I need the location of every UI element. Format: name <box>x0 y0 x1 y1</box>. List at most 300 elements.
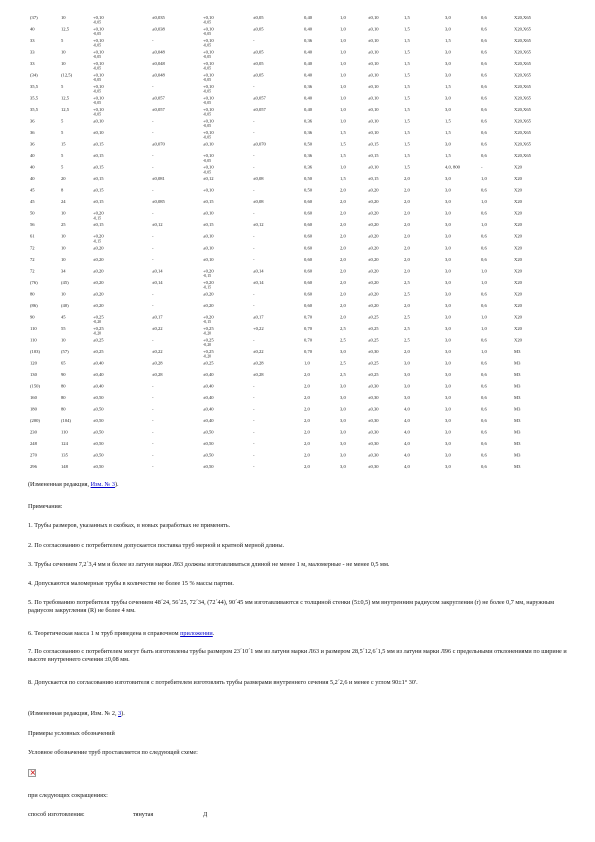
table-cell-subvalue: -0,05 <box>203 78 212 83</box>
table-cell: - <box>152 383 154 389</box>
table-cell: 3,0 <box>445 360 451 366</box>
table-cell: - <box>152 337 154 343</box>
table-cell: 0,6 <box>481 360 487 366</box>
table-cell: 0,6 <box>481 406 487 412</box>
table-cell: 2,0 <box>304 394 310 400</box>
table-cell: ±0,081 <box>152 176 165 182</box>
table-cell: 1,5 <box>404 130 410 136</box>
table-cell: Х20 <box>514 199 522 205</box>
table-cell: +0,10 <box>93 84 104 90</box>
table-cell: Х20 <box>514 187 522 193</box>
table-cell: - <box>253 417 255 423</box>
table-cell-subvalue: -0,05 <box>203 135 212 140</box>
note-4: 4. Допускаются маломерные трубы в количестве не более 15 % массы партии. <box>28 580 234 587</box>
table-cell-subvalue: -0,05 <box>203 158 212 163</box>
table-cell: 3,0 <box>445 314 451 320</box>
table-cell-subvalue: -0,20 <box>93 331 102 336</box>
table-cell: 0,60 <box>304 302 313 308</box>
table-cell: ±0,12 <box>253 222 264 228</box>
table-cell: ±0,50 <box>203 464 214 469</box>
table-cell: ±0,20 <box>368 256 379 262</box>
table-cell: 72 <box>30 245 35 251</box>
table-cell: 50 <box>30 210 35 216</box>
table-cell: 2,0 <box>340 291 346 297</box>
table-cell: 0,6 <box>481 383 487 389</box>
note-2: 2. По согласованию с потребителем допускается поставка труб мерной и кратной мерной длины. <box>28 542 285 549</box>
table-cell: ±0,05 <box>253 72 264 78</box>
table-cell: +0,10 <box>93 15 104 20</box>
table-cell: 4,0 <box>404 417 410 423</box>
table-cell: 0,40 <box>304 61 313 67</box>
notes-heading: Примечания: <box>28 503 63 510</box>
table-cell: ±0,20 <box>93 268 104 274</box>
table-cell: 3,0 <box>404 360 410 366</box>
table-cell: - <box>253 383 255 389</box>
table-cell: Х20,Х65 <box>514 153 531 159</box>
table-cell: М3 <box>514 348 521 354</box>
table-cell: +0,20 <box>93 210 104 216</box>
table-cell: 1,5 <box>445 153 451 159</box>
table-cell: 3,0 <box>445 268 451 274</box>
table-cell: 12,5 <box>61 26 70 32</box>
table-cell: 10 <box>61 256 66 262</box>
table-cell: 80 <box>61 406 66 412</box>
table-cell: 1,0 <box>304 360 310 366</box>
table-cell: ±0,17 <box>152 314 163 320</box>
table-cell: М3 <box>514 440 521 446</box>
table-cell: +0,10 <box>203 49 214 55</box>
table-cell: 1,0 <box>481 325 487 331</box>
table-cell: 0,60 <box>304 199 313 205</box>
table-cell: 45 <box>30 199 35 205</box>
table-cell: 35,5 <box>30 95 39 101</box>
table-cell: 1,0 <box>481 199 487 205</box>
table-cell: 2,0 <box>340 233 346 239</box>
table-cell: 1,5 <box>404 84 410 90</box>
table-cell: 2,0 <box>304 406 310 412</box>
table-cell: +0,10 <box>203 38 214 44</box>
table-cell: ±0,070 <box>152 141 165 147</box>
table-cell: 3,0 <box>340 406 346 412</box>
table-cell: ±0,10 <box>93 118 104 124</box>
table-cell: 33 <box>30 61 35 67</box>
table-cell: 80 <box>61 383 66 389</box>
table-cell: ±0,048 <box>152 49 165 55</box>
table-cell: ±0,40 <box>203 406 214 412</box>
table-cell: 1,0 <box>340 38 346 44</box>
table-cell: 0,40 <box>304 107 313 113</box>
table-cell: 3,0 <box>445 440 451 446</box>
table-cell: 0,6 <box>481 61 487 67</box>
table-cell: М3 <box>514 371 521 377</box>
table-cell: ±0,10 <box>203 141 214 147</box>
table-cell: 1,0 <box>340 15 346 20</box>
table-cell: 3,0 <box>445 464 451 469</box>
table-cell: 2,5 <box>404 325 410 331</box>
table-cell: 5 <box>61 164 64 170</box>
table-cell: - <box>253 118 255 124</box>
table-cell: 3,0 <box>445 279 451 285</box>
table-cell-subvalue: -0,05 <box>203 101 212 106</box>
table-cell: 0,6 <box>481 72 487 78</box>
table-cell: 2,0 <box>404 199 410 205</box>
table-cell: ±0,10 <box>368 26 379 32</box>
method-code: Д <box>203 811 208 818</box>
table-cell: 2,0 <box>340 302 346 308</box>
table-cell: 110 <box>30 337 37 343</box>
revision-note-2-end: ). <box>121 710 125 717</box>
table-cell: ±0,50 <box>93 417 104 423</box>
table-cell: М3 <box>514 417 521 423</box>
table-cell: ±0,14 <box>152 268 163 274</box>
table-cell: 3,0 <box>445 371 451 377</box>
table-cell: 0,6 <box>481 302 487 308</box>
table-cell: 36 <box>30 141 35 147</box>
table-cell-subvalue: -0,05 <box>93 55 102 60</box>
table-cell: ±0,30 <box>368 440 379 446</box>
table-cell: 1,5 <box>404 164 410 170</box>
table-cell: 1,0 <box>340 164 346 170</box>
table-cell: 1,5 <box>340 176 346 182</box>
table-cell: 0,36 <box>304 84 313 90</box>
table-cell: 5 <box>61 153 64 159</box>
table-cell: ±0,50 <box>93 464 104 469</box>
table-cell: - <box>152 256 154 262</box>
table-cell: ±0,30 <box>368 452 379 458</box>
table-cell: 4,0 <box>404 406 410 412</box>
table-cell: 1,5 <box>445 84 451 90</box>
table-cell: 40 <box>30 26 35 32</box>
table-cell: 1,5 <box>404 15 410 20</box>
table-cell: 0,60 <box>304 245 313 251</box>
table-cell: +0,10 <box>203 187 214 193</box>
table-cell: ±0,15 <box>203 222 214 228</box>
table-cell: +0,10 <box>203 153 214 159</box>
table-cell: +0,20 <box>203 314 214 320</box>
table-cell: 3,0 <box>445 383 451 389</box>
table-cell: 1,5 <box>404 38 410 44</box>
table-cell: 2,0 <box>340 210 346 216</box>
table-cell: ±0,20 <box>368 245 379 251</box>
table-cell: 0,60 <box>304 233 313 239</box>
table-cell: 5 <box>61 130 64 136</box>
table-cell: ±0,10 <box>368 107 379 113</box>
table-cell: ±0,038 <box>152 26 165 32</box>
table-cell: 0,70 <box>304 314 313 320</box>
note-8: 8. Допускается по согласованию изготовителя с потребителем изготовлять трубы размерами внутреннего сечения 5,2´2,6 и менее с углом 90±1° 30'. <box>28 679 418 686</box>
table-cell: 0,70 <box>304 325 313 331</box>
table-cell: 10 <box>61 61 66 67</box>
table-cell: - <box>152 429 154 435</box>
table-cell: 1,5 <box>445 130 451 136</box>
table-cell: 1,0 <box>340 49 346 55</box>
table-cell: - <box>253 452 255 458</box>
table-cell: ±0,15 <box>203 199 214 205</box>
table-cell: ±0,30 <box>368 429 379 435</box>
table-cell: +0,10 <box>93 38 104 44</box>
table-cell: 0,70 <box>304 348 313 354</box>
table-cell: М3 <box>514 464 521 469</box>
table-cell: - <box>152 187 154 193</box>
table-cell: ±0,057 <box>253 95 266 101</box>
table-cell: +0,10 <box>203 84 214 90</box>
table-cell: ±0,10 <box>368 84 379 90</box>
table-cell: ±0,30 <box>368 394 379 400</box>
method-label: способ изготовления: <box>28 811 85 818</box>
table-cell: 3,0 <box>340 440 346 446</box>
table-cell: 1,5 <box>340 130 346 136</box>
table-cell: ±0,40 <box>203 417 214 423</box>
table-cell: 1,0 <box>481 348 487 354</box>
table-cell: 10 <box>61 337 66 343</box>
table-cell: +0,25 <box>203 348 214 354</box>
revision-note-1 <box>28 481 568 489</box>
table-cell: 2,0 <box>304 464 310 469</box>
table-cell: 3,0 <box>445 406 451 412</box>
table-cell: 0,6 <box>481 187 487 193</box>
table-cell: 0,40 <box>304 15 313 20</box>
table-cell: 2,0 <box>340 268 346 274</box>
table-cell: ±0,40 <box>203 371 214 377</box>
table-cell: - <box>152 452 154 458</box>
table-cell: Х20 <box>514 314 522 320</box>
amendment-3-link-2[interactable]: 3 <box>118 710 122 717</box>
table-cell: 110 <box>30 325 37 331</box>
table-cell: ±0,05 <box>253 61 264 67</box>
table-cell: 0,6 <box>481 291 487 297</box>
table-cell: ±0,30 <box>368 417 379 423</box>
table-cell: 3,0 <box>445 107 451 113</box>
table-cell: 65 <box>61 360 66 366</box>
table-cell: М3 <box>514 383 521 389</box>
table-cell: Х20 <box>514 164 522 170</box>
table-cell: 1,5 <box>404 153 410 159</box>
table-cell: 1,5 <box>404 95 410 101</box>
table-cell: ±0,30 <box>368 348 379 354</box>
table-cell: 10 <box>61 49 66 55</box>
table-cell: ±0,05 <box>253 49 264 55</box>
table-cell: ±0,20 <box>368 302 379 308</box>
table-cell-subvalue: -0,05 <box>203 43 212 48</box>
table-cell: 3,0 <box>445 187 451 193</box>
table-cell: - <box>253 302 255 308</box>
table-cell-subvalue: -0,05 <box>93 78 102 83</box>
table-cell: 296 <box>30 464 37 469</box>
table-cell: 34 <box>61 268 66 274</box>
table-cell-subvalue: -0,05 <box>203 124 212 129</box>
table-cell: 2,0 <box>304 417 310 423</box>
table-cell: ±0,40 <box>93 360 104 366</box>
table-cell: 56 <box>30 222 35 228</box>
table-cell: +0,10 <box>93 95 104 101</box>
table-cell: (34) <box>30 72 38 78</box>
table-cell: ±0,20 <box>93 245 104 251</box>
table-cell-subvalue: -0,05 <box>93 43 102 48</box>
table-cell-subvalue: -0,20 <box>203 354 212 359</box>
table-cell: 0,40 <box>304 49 313 55</box>
table-cell: 33 <box>30 38 35 44</box>
table-cell: 2,0 <box>340 199 346 205</box>
table-cell: ±0,15 <box>93 141 104 147</box>
table-cell: (76) <box>30 279 38 285</box>
table-cell: ±0,50 <box>203 429 214 435</box>
table-cell: 2,5 <box>340 371 346 377</box>
table-cell: ±0,25 <box>368 337 379 343</box>
table-cell-subvalue: -0,05 <box>203 66 212 71</box>
table-cell-subvalue: -0,20 <box>93 319 102 324</box>
table-cell: - <box>152 406 154 412</box>
table-cell: +0,20 <box>93 233 104 239</box>
table-cell: (45) <box>61 279 69 285</box>
table-cell: 3,0 <box>340 383 346 389</box>
table-cell: 180 <box>30 406 37 412</box>
table-cell: ±0,20 <box>203 291 214 297</box>
table-cell: ±0,070 <box>253 141 266 147</box>
table-cell: +0,10 <box>203 15 214 20</box>
table-cell: (103) <box>30 348 40 354</box>
table-cell: 1,5 <box>404 107 410 113</box>
table-cell: 12,5 <box>61 107 70 113</box>
table-cell: +0,10 <box>93 72 104 78</box>
table-cell: 2,0 <box>340 279 346 285</box>
table-cell: 124 <box>61 440 68 446</box>
table-cell: 1,0 <box>340 61 346 67</box>
table-cell: ±0,28 <box>152 371 163 377</box>
table-cell: 1,0 <box>340 72 346 78</box>
table-cell: 2,0 <box>404 210 410 216</box>
table-cell: ±0,15 <box>93 199 104 205</box>
table-cell: 1,0 <box>481 268 487 274</box>
table-cell: - <box>253 210 255 216</box>
table-cell: ±0,057 <box>152 107 165 113</box>
table-cell: 33 <box>30 49 35 55</box>
table-cell: 3,0 <box>445 348 451 354</box>
table-cell: ±0,12 <box>203 176 214 182</box>
table-cell: ±0,40 <box>203 394 214 400</box>
table-cell: 0,60 <box>304 222 313 228</box>
table-cell-subvalue: -0,15 <box>93 216 102 221</box>
table-cell: 120 <box>30 360 37 366</box>
table-cell: ±0,30 <box>368 464 379 469</box>
note-6-end: . <box>212 630 215 637</box>
table-cell: ±0,10 <box>203 233 214 239</box>
table-cell: 2,0 <box>304 429 310 435</box>
table-cell: (12,5) <box>61 72 73 78</box>
table-cell: 1,5 <box>404 26 410 32</box>
table-cell: 0,6 <box>481 49 487 55</box>
table-cell: ±0,15 <box>93 164 104 170</box>
table-cell: 0,36 <box>304 164 313 170</box>
table-cell: ±0,08 <box>253 199 264 205</box>
table-cell: 0,6 <box>481 38 487 44</box>
table-cell: Х20,Х65 <box>514 130 531 136</box>
table-cell: 3,0 <box>445 233 451 239</box>
table-cell: - <box>152 245 154 251</box>
table-cell: ±0,057 <box>253 107 266 113</box>
table-cell: +0,10 <box>203 61 214 67</box>
table-cell: 2,0 <box>404 222 410 228</box>
table-cell: 10 <box>61 245 66 251</box>
table-cell: ±0,048 <box>152 61 165 67</box>
table-cell: 0,60 <box>304 279 313 285</box>
table-cell: +0,25 <box>93 314 104 320</box>
table-cell: +0,10 <box>203 26 214 32</box>
table-cell: (57) <box>61 348 69 354</box>
table-cell: - <box>253 38 255 44</box>
table-cell: ±0,20 <box>368 291 379 297</box>
table-cell: ±0,10 <box>368 61 379 67</box>
table-cell: - <box>152 130 154 136</box>
table-cell: 1,5 <box>445 38 451 44</box>
table-cell: 3,0 <box>404 371 410 377</box>
table-cell: 10 <box>61 291 66 297</box>
table-cell: ±0,05 <box>253 15 264 20</box>
examples-heading: Примеры условных обозначений <box>28 730 115 737</box>
table-cell: 1,5 <box>404 118 410 124</box>
table-cell: ±0,048 <box>152 72 165 78</box>
table-cell: ±0,15 <box>93 153 104 159</box>
table-cell: ±0,14 <box>152 279 163 285</box>
table-cell: ±0,05 <box>253 26 264 32</box>
table-cell: 72 <box>30 268 35 274</box>
table-cell: ±0,10 <box>368 15 379 20</box>
table-cell: 35,5 <box>30 84 39 90</box>
table-cell: 15 <box>61 141 66 147</box>
table-cell: 2,0 <box>340 314 346 320</box>
table-cell: 1,0 <box>340 118 346 124</box>
table-cell: 248 <box>30 440 37 446</box>
amendment-3-link[interactable]: Изм. № 3 <box>90 481 115 488</box>
table-cell: 0,36 <box>304 130 313 136</box>
table-cell-subvalue: -0,05 <box>93 101 102 106</box>
table-cell: Х20,Х65 <box>514 141 531 147</box>
table-cell: +0,22 <box>253 325 264 331</box>
table-cell: 0,6 <box>481 452 487 458</box>
table-cell: 2,5 <box>404 314 410 320</box>
table-cell: 3,0 <box>340 417 346 423</box>
table-cell: 0,40 <box>304 95 313 101</box>
table-cell: 148 <box>61 464 68 469</box>
table-cell: 3,0 <box>340 452 346 458</box>
table-cell: ±0,50 <box>93 440 104 446</box>
table-cell: ±0,25 <box>368 325 379 331</box>
table-cell: Х20 <box>514 279 522 285</box>
table-cell: ±0,50 <box>203 452 214 458</box>
table-cell: Х20 <box>514 325 522 331</box>
table-cell: +0,10 <box>93 49 104 55</box>
table-cell: +0,10 <box>203 118 214 124</box>
table-cell: +0,10 <box>93 26 104 32</box>
appendix-link[interactable]: приложении <box>180 630 213 637</box>
table-cell: ±0,15 <box>368 141 379 147</box>
table-cell: 3,0 <box>445 337 451 343</box>
table-cell: 0,70 <box>304 337 313 343</box>
table-cell: ±0,10 <box>203 256 214 262</box>
table-cell: 3,0 <box>404 394 410 400</box>
table-cell: 36 <box>30 118 35 124</box>
table-cell: 2,0 <box>404 302 410 308</box>
table-cell: ±0,20 <box>368 187 379 193</box>
table-cell: 1,0 <box>340 26 346 32</box>
table-cell: - <box>152 302 154 308</box>
table-cell: 3,0 <box>445 417 451 423</box>
table-cell: 5 <box>61 118 64 124</box>
table-cell: ±0,50 <box>93 452 104 458</box>
table-cell: 3,0 <box>340 429 346 435</box>
table-cell: 2,5 <box>340 337 346 343</box>
table-cell: 90 <box>30 314 35 320</box>
table-cell: - <box>253 429 255 435</box>
